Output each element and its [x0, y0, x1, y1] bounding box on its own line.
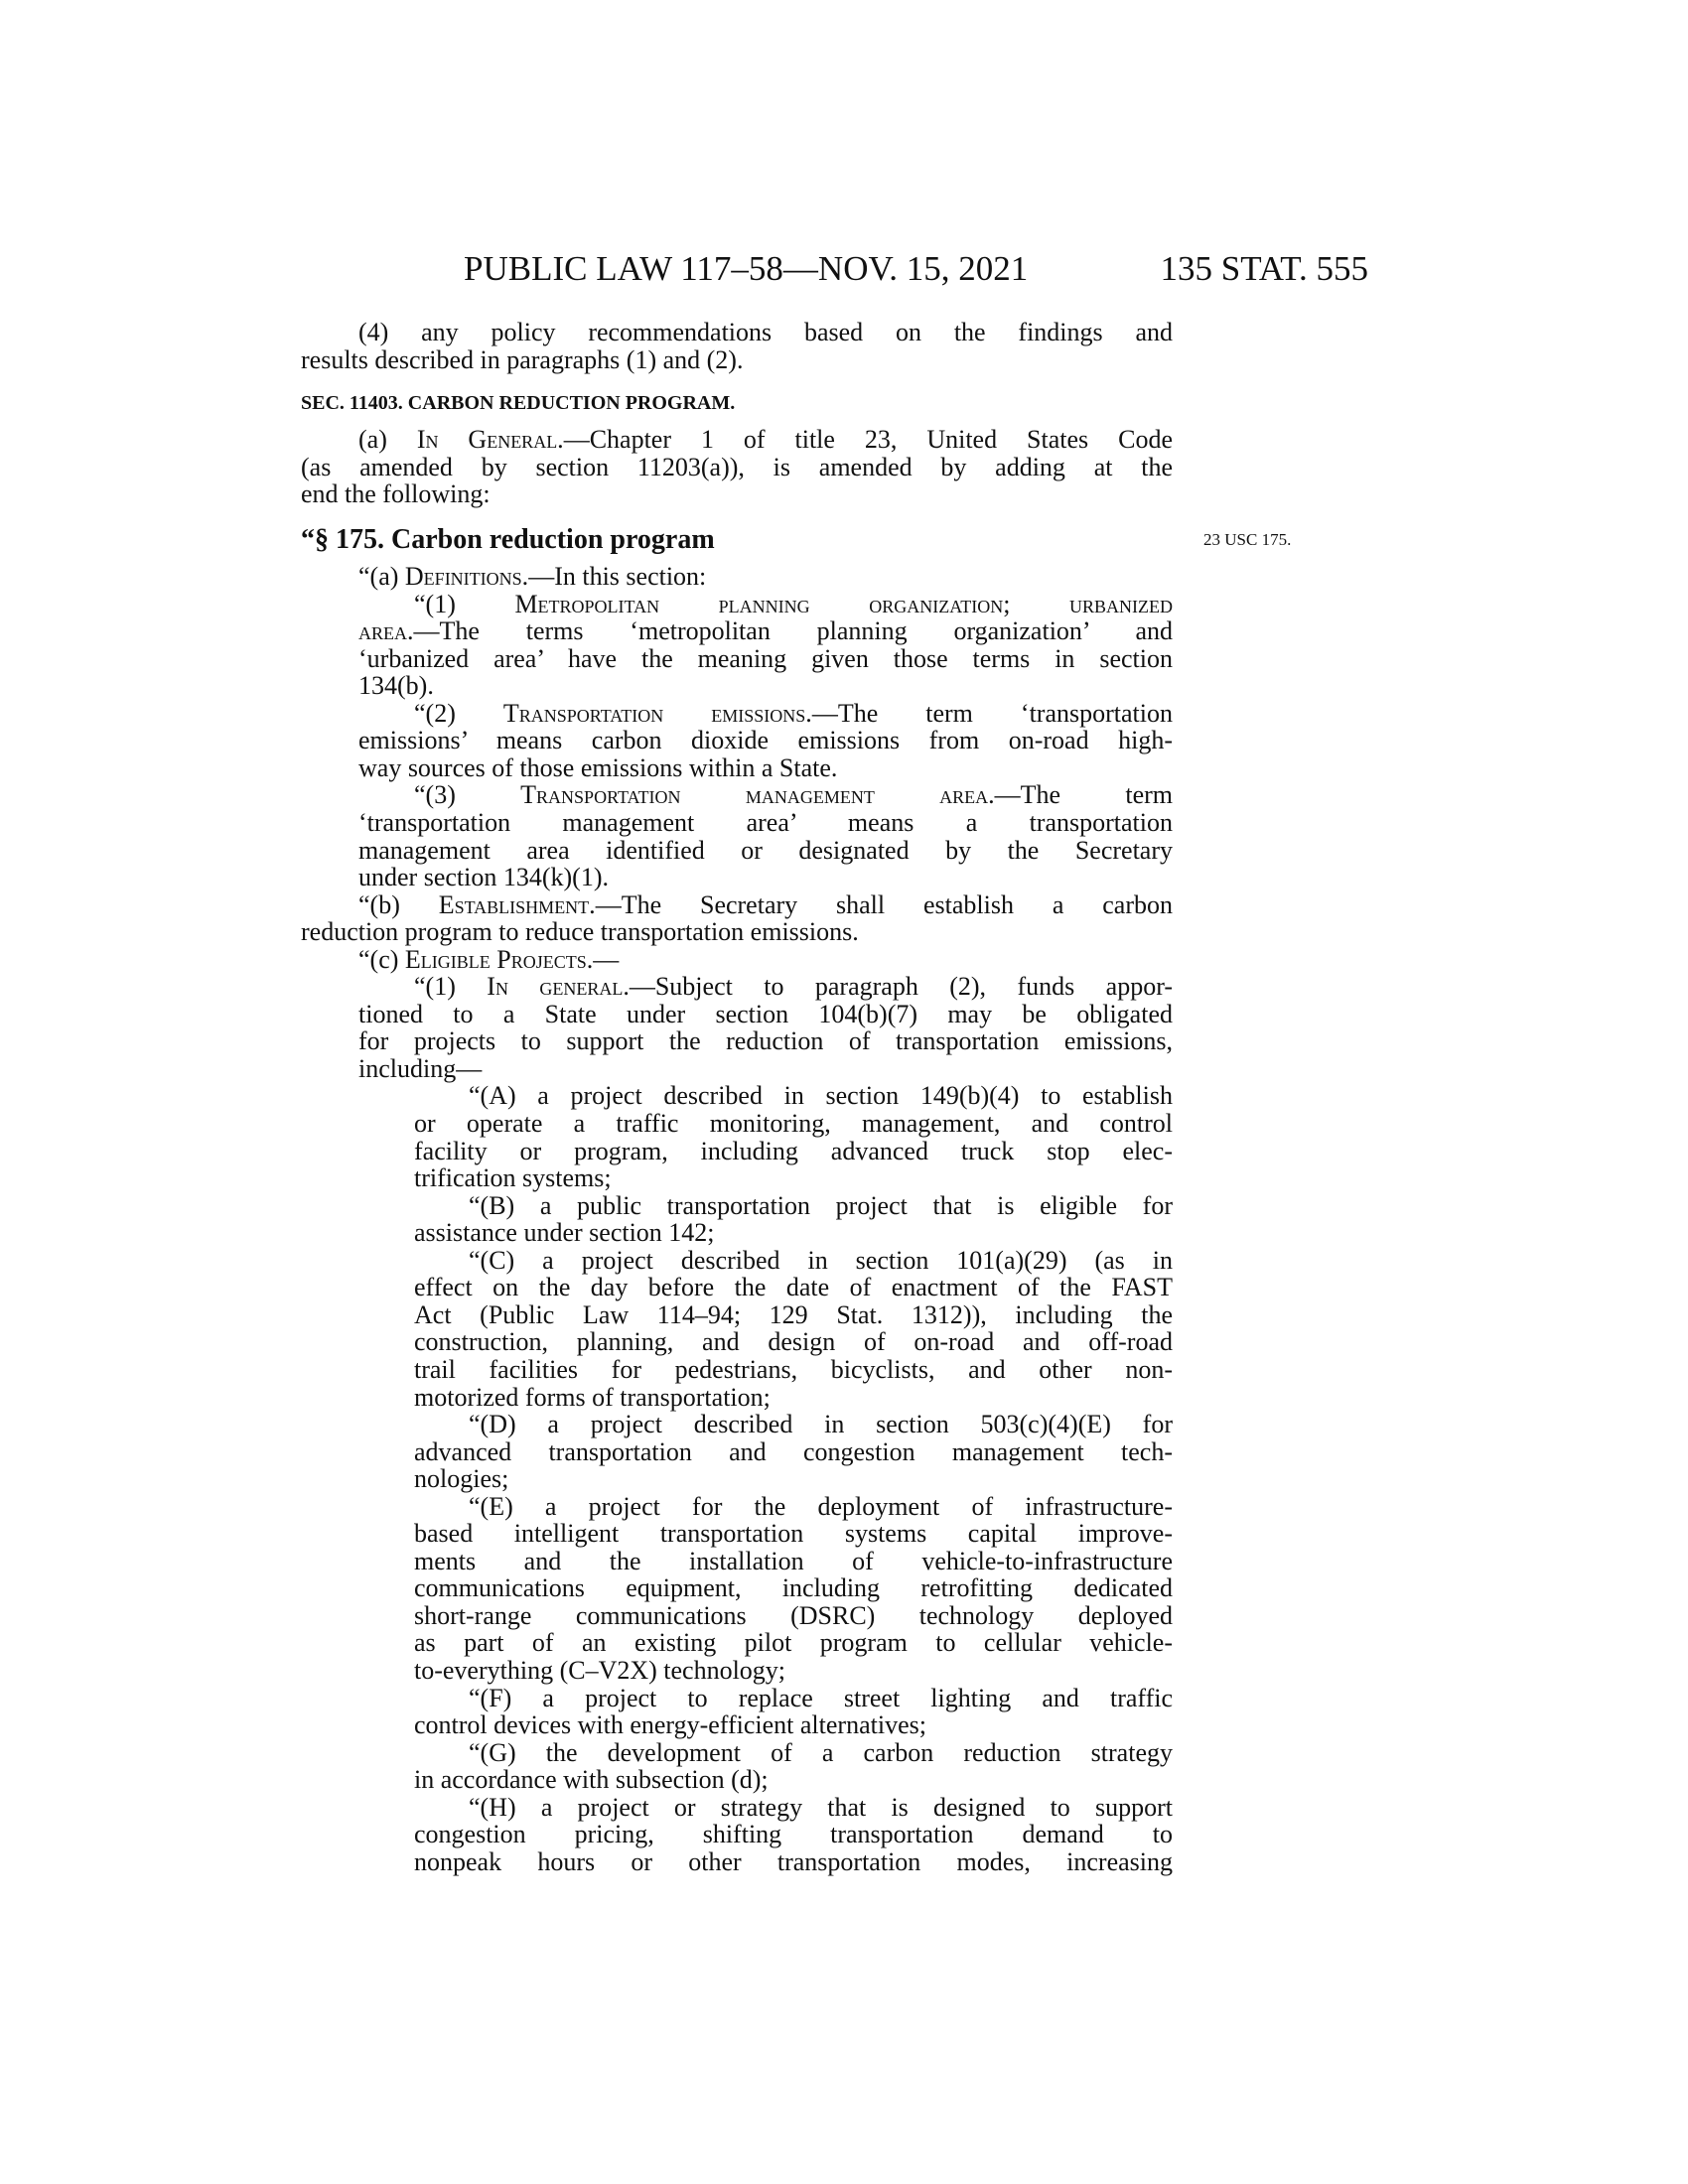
line-text: “(1) — [414, 973, 488, 1001]
text-line — [414, 1110, 1173, 1138]
text-line — [358, 1001, 1173, 1028]
text-line — [414, 700, 1173, 728]
text-line — [414, 1328, 1173, 1356]
text-line — [469, 1247, 1173, 1275]
small-caps-heading: Transportation emissions. — [502, 700, 812, 728]
small-caps-heading: In general. — [487, 973, 630, 1001]
line-text: ‘transportation management area’ means a transportation — [358, 809, 1173, 837]
text-line — [414, 1657, 1173, 1685]
text-line — [358, 319, 1173, 346]
line-text: — — [593, 946, 620, 974]
text-line — [358, 672, 1173, 700]
text-line — [358, 727, 1173, 754]
text-line — [469, 1739, 1173, 1767]
margin-note: 23 USC 175. — [1203, 530, 1292, 549]
line-text: “(E) a project for the deployment of infrastructure- — [469, 1493, 1173, 1521]
small-caps-heading: Definitions. — [404, 563, 529, 591]
small-caps-heading: Eligible Projects. — [404, 946, 594, 974]
running-header-title: PUBLIC LAW 117–58—NOV. 15, 2021 — [464, 249, 1029, 288]
line-text: ments and the installation of vehicle-to-infrastructure — [414, 1548, 1173, 1575]
line-text: nonpeak hours or other transportation modes, increasing — [414, 1848, 1173, 1876]
text-line — [414, 591, 1173, 618]
line-text: reduction program to reduce transportation emissions. — [301, 918, 859, 946]
text-line — [358, 645, 1173, 673]
small-caps-heading: In General. — [416, 426, 564, 454]
line-text: way sources of those emissions within a State. — [358, 754, 838, 782]
line-text: including— — [358, 1055, 483, 1083]
line-text: (a) — [358, 426, 417, 454]
text-line — [414, 1138, 1173, 1165]
line-text: communications equipment, including retrofitting dedicated — [414, 1574, 1173, 1602]
text-line — [358, 946, 1173, 974]
text-line — [469, 1082, 1173, 1110]
text-line — [414, 1164, 1173, 1192]
text-line — [358, 837, 1173, 865]
line-text: in accordance with subsection (d); — [414, 1766, 769, 1794]
text-line — [358, 754, 1173, 782]
section-heading: SEC. 11403. CARBON REDUCTION PROGRAM. — [301, 392, 736, 414]
text-line — [414, 1766, 1173, 1794]
line-text: Act (Public Law 114–94; 129 Stat. 1312)), including the — [414, 1301, 1173, 1329]
text-line — [414, 1301, 1173, 1329]
text-line — [469, 1685, 1173, 1712]
text-line — [358, 563, 1173, 591]
text-line — [301, 454, 1173, 481]
line-text: end the following: — [301, 480, 491, 508]
text-line — [358, 426, 1173, 454]
line-text: “(F) a project to replace street lighting and traffic — [469, 1685, 1173, 1712]
line-text: “(a) — [358, 563, 405, 591]
line-text: —The term ‘transportation — [811, 700, 1173, 728]
line-text: or operate a traffic monitoring, management, and control — [414, 1110, 1173, 1138]
line-text: trification systems; — [414, 1164, 612, 1192]
line-text: “(1) — [414, 591, 515, 618]
text-line — [414, 973, 1173, 1001]
line-text: —In this section: — [528, 563, 707, 591]
line-text: congestion pricing, shifting transportation demand to — [414, 1821, 1173, 1848]
text-line — [469, 1493, 1173, 1521]
line-text: “(2) — [414, 700, 503, 728]
text-line — [414, 1821, 1173, 1848]
text-line — [414, 1602, 1173, 1630]
line-text: “(G) the development of a carbon reduction strategy — [469, 1739, 1173, 1767]
code-section-heading: “§ 175. Carbon reduction program — [301, 524, 715, 555]
page-number: 135 STAT. 555 — [1160, 249, 1368, 288]
line-text: short-range communications (DSRC) technology deployed — [414, 1602, 1173, 1630]
line-text: “(c) — [358, 946, 405, 974]
text-line — [301, 346, 1173, 374]
line-text: to-everything (C–V2X) technology; — [414, 1657, 786, 1685]
text-line — [414, 1629, 1173, 1657]
text-line — [469, 1794, 1173, 1822]
line-text: “(B) a public transportation project that is eligible for — [469, 1192, 1173, 1220]
line-text: “(3) — [414, 781, 521, 809]
line-text: (4) any policy recommendations based on the findings and — [358, 319, 1173, 346]
line-text: as part of an existing pilot program to cellular vehicle- — [414, 1629, 1173, 1657]
text-line — [358, 864, 1173, 891]
small-caps-heading: Metropolitan planning organization; urbanized — [514, 591, 1173, 618]
small-caps-heading: Establishment. — [438, 891, 596, 919]
line-text: “(C) a project described in section 101(a)(29) (as in — [469, 1247, 1173, 1275]
text-line — [301, 480, 1173, 508]
line-text: —Chapter 1 of title 23, United States Code — [563, 426, 1173, 454]
line-text: results described in paragraphs (1) and (2). — [301, 346, 744, 374]
text-line — [414, 1465, 1173, 1493]
line-text: motorized forms of transportation; — [414, 1384, 771, 1412]
line-text: effect on the day before the date of enactment of the FAST — [414, 1274, 1173, 1301]
line-text: —The term — [994, 781, 1173, 809]
line-text: “(H) a project or strategy that is designed to support — [469, 1794, 1173, 1822]
line-text: “(A) a project described in section 149(b)(4) to establish — [469, 1082, 1173, 1110]
text-line — [358, 891, 1173, 919]
line-text: “(D) a project described in section 503(c)(4)(E) for — [469, 1411, 1173, 1438]
line-text: —Subject to paragraph (2), funds appor- — [629, 973, 1173, 1001]
small-caps-heading: Transportation management area. — [520, 781, 995, 809]
text-line — [358, 1027, 1173, 1055]
line-text: construction, planning, and design of on-road and off-road — [414, 1328, 1173, 1356]
line-text: advanced transportation and congestion management tech- — [414, 1438, 1173, 1466]
line-text: “(b) — [358, 891, 439, 919]
line-text: ‘urbanized area’ have the meaning given those terms in section — [358, 645, 1173, 673]
text-line — [414, 781, 1173, 809]
text-line — [358, 1055, 1173, 1083]
text-line — [414, 1356, 1173, 1384]
line-text: (as amended by section 11203(a)), is amended by adding at the — [301, 454, 1173, 481]
text-line — [358, 809, 1173, 837]
line-text: —The Secretary shall establish a carbon — [595, 891, 1173, 919]
line-text: under section 134(k)(1). — [358, 864, 609, 891]
line-text: —The terms ‘metropolitan planning organization’ and — [413, 617, 1173, 645]
text-line — [301, 918, 1173, 946]
text-line — [414, 1848, 1173, 1876]
text-line — [469, 1411, 1173, 1438]
text-line — [358, 617, 1173, 645]
line-text: tioned to a State under section 104(b)(7) may be obligated — [358, 1001, 1173, 1028]
text-line — [414, 1574, 1173, 1602]
line-text: management area identified or designated by the Secretary — [358, 837, 1173, 865]
line-text: for projects to support the reduction of transportation emissions, — [358, 1027, 1173, 1055]
text-line — [414, 1384, 1173, 1412]
text-line — [414, 1438, 1173, 1466]
text-line — [469, 1192, 1173, 1220]
text-line — [414, 1520, 1173, 1548]
line-text: nologies; — [414, 1465, 509, 1493]
line-text: 134(b). — [358, 672, 434, 700]
text-line — [414, 1548, 1173, 1575]
text-line — [414, 1219, 1173, 1247]
line-text: based intelligent transportation systems capital improve- — [414, 1520, 1173, 1548]
line-text: facility or program, including advanced truck stop elec- — [414, 1138, 1173, 1165]
text-line — [414, 1274, 1173, 1301]
line-text: assistance under section 142; — [414, 1219, 715, 1247]
small-caps-heading: area. — [358, 617, 414, 645]
text-line — [414, 1711, 1173, 1739]
line-text: trail facilities for pedestrians, bicyclists, and other non- — [414, 1356, 1173, 1384]
line-text: control devices with energy-efficient alternatives; — [414, 1711, 926, 1739]
line-text: emissions’ means carbon dioxide emissions from on-road high- — [358, 727, 1173, 754]
